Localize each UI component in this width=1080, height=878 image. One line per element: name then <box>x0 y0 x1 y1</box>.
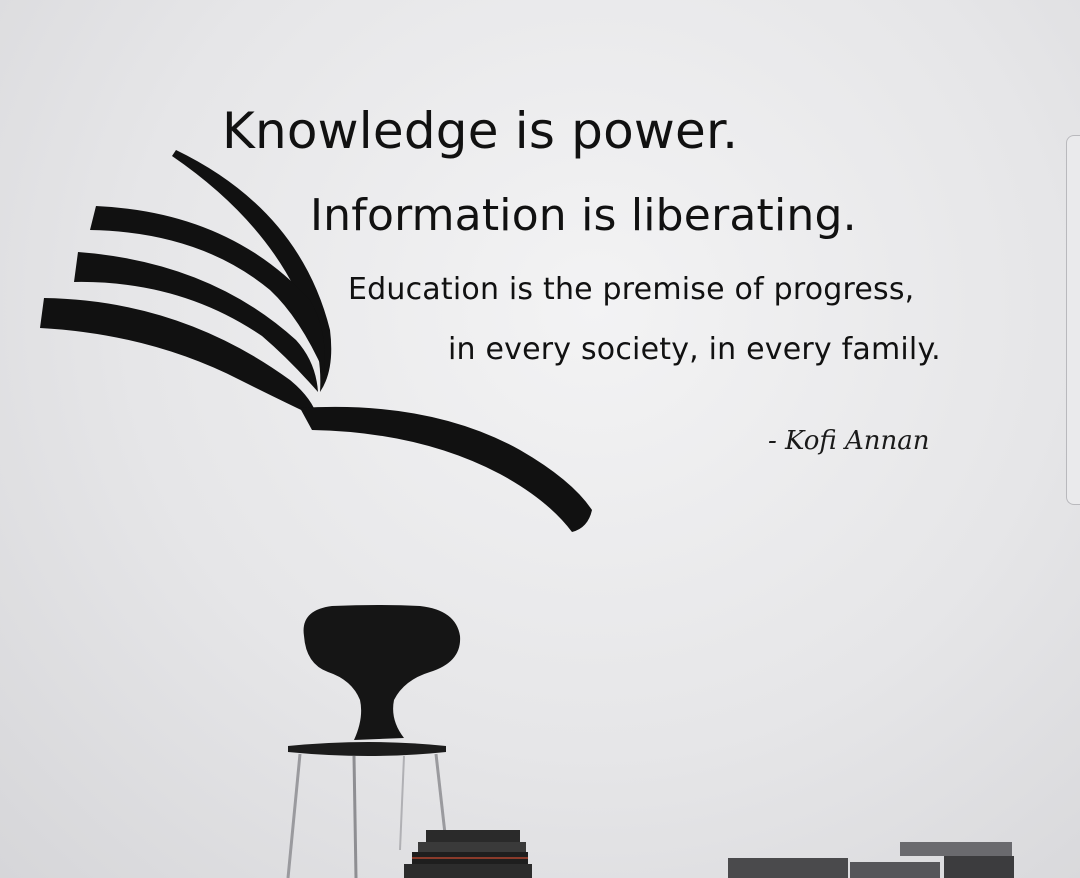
quote-line-4: in every society, in every family. <box>448 332 941 367</box>
edge-panel-handle[interactable] <box>1066 135 1080 505</box>
books-stack-icon <box>404 830 532 878</box>
quote-line-2: Information is liberating. <box>310 190 857 241</box>
floor-objects <box>728 842 1014 878</box>
quote-line-1: Knowledge is power. <box>222 102 739 160</box>
quote-author: - Kofi Annan <box>768 426 930 456</box>
quote-line-3: Education is the premise of progress, <box>348 272 915 307</box>
